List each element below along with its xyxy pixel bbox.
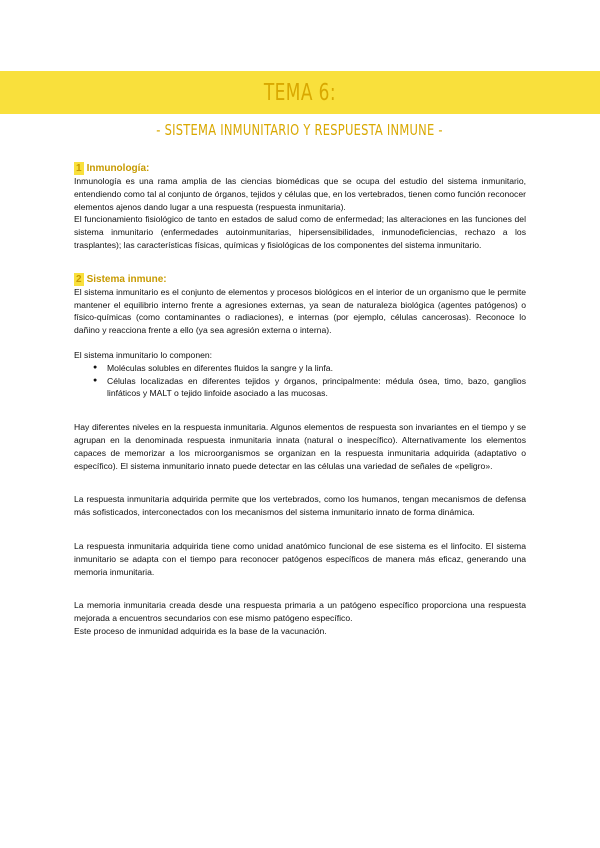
list-intro: El sistema inmunitario lo componen:: [74, 349, 213, 360]
component-list: [74, 362, 526, 400]
list-item: ● Células localizadas en diferentes tejidos y órganos, principalmente: médula ósea, timo, bazo, ganglios linfáticos y MALT o tejido linfoide asociado a las mucosas.: [107, 375, 526, 401]
section-2-title: Sistema inmune:: [86, 273, 167, 285]
section-2-paragraph-1: El sistema inmunitario es el conjunto de elementos y procesos biológicos en el interior de un organismo que le permite mantener el equilibrio interno frente a agresiones externas, ya sean de naturaleza biológica (agentes patógenos) o físico-químicas (como contaminantes o radiaciones), e internas (por ejemplo, células cancerosas). Reconoce lo dañino y reacciona frente a ello (ya sea agresión externa o interna).: [74, 286, 526, 336]
section-1-number: 1: [76, 163, 82, 174]
section-2-paragraph-5: La memoria inmunitaria creada desde una respuesta primaria a un patógeno específico proporciona una respuesta mejorada a encuentros secundarios con ese mismo patógeno específico.: [74, 600, 526, 624]
section-2-paragraph-6: Este proceso de inmunidad adquirida es la base de la vacunación.: [74, 625, 327, 636]
section-2-paragraph-4: La respuesta inmunitaria adquirida tiene como unidad anatómico funcional de ese sistema es el linfocito. El sistema inmunitario se adapta con el tiempo para reconocer patógenos específicos de manera más eficaz, generando una memoria inmunitaria.: [74, 540, 526, 577]
title-banner: [0, 71, 600, 114]
section-2-paragraph-2: Hay diferentes niveles en la respuesta inmunitaria. Algunos elementos de respuesta son invariantes en el tiempo y se agrupan en la denominada respuesta inmunitaria innata (natural o inespecífico). Alternativamente los elementos capaces de memorizar a los microorganismos se organizan en la respuesta inmunitaria adquirida (adaptativo o específico). El sistema inmunitario innato puede detectar en las células una variedad de señales de «peligro».: [74, 422, 526, 471]
page-subtitle-text: - SISTEMA INMUNITARIO Y RESPUESTA INMUNE -: [156, 121, 444, 139]
section-1-heading: [74, 162, 526, 175]
page-subtitle: [0, 121, 600, 139]
section-1-paragraph-2: El funcionamiento fisiológico de tanto en estados de salud como de enfermedad; las alteraciones en las funciones del sistema inmunitario (enfermedades autoinmunitarias, hipersensibilidades, inmunodeficiencias, rechazo a los trasplantes); las características físicas, químicas y fisiológicas de los componentes del sistema inmunitario.: [74, 214, 526, 250]
section-1-paragraph-1: Inmunología es una rama amplia de las ciencias biomédicas que se ocupa del estudio del sistema inmunitario, entendiendo como tal al conjunto de órganos, tejidos y células que, en los vertebrados, tienen como función reconocer elementos ajenos dando lugar a una respuesta (respuesta inmunitaria).: [74, 176, 526, 212]
list-item: ● Moléculas solubles en diferentes fluidos la sangre y la linfa.: [107, 362, 526, 375]
section-2-paragraph-3: La respuesta inmunitaria adquirida permite que los vertebrados, como los humanos, tengan mecanismos de defensa más sofisticados, interconectados con los mecanismos del sistema inmunitario innato de forma dinámica.: [74, 494, 526, 518]
document-body: [74, 162, 526, 638]
page-title: TEMA 6:: [263, 79, 337, 106]
section-2-heading: [74, 273, 526, 286]
section-2-number: 2: [76, 273, 82, 285]
section-1-title: Inmunología:: [86, 163, 150, 174]
